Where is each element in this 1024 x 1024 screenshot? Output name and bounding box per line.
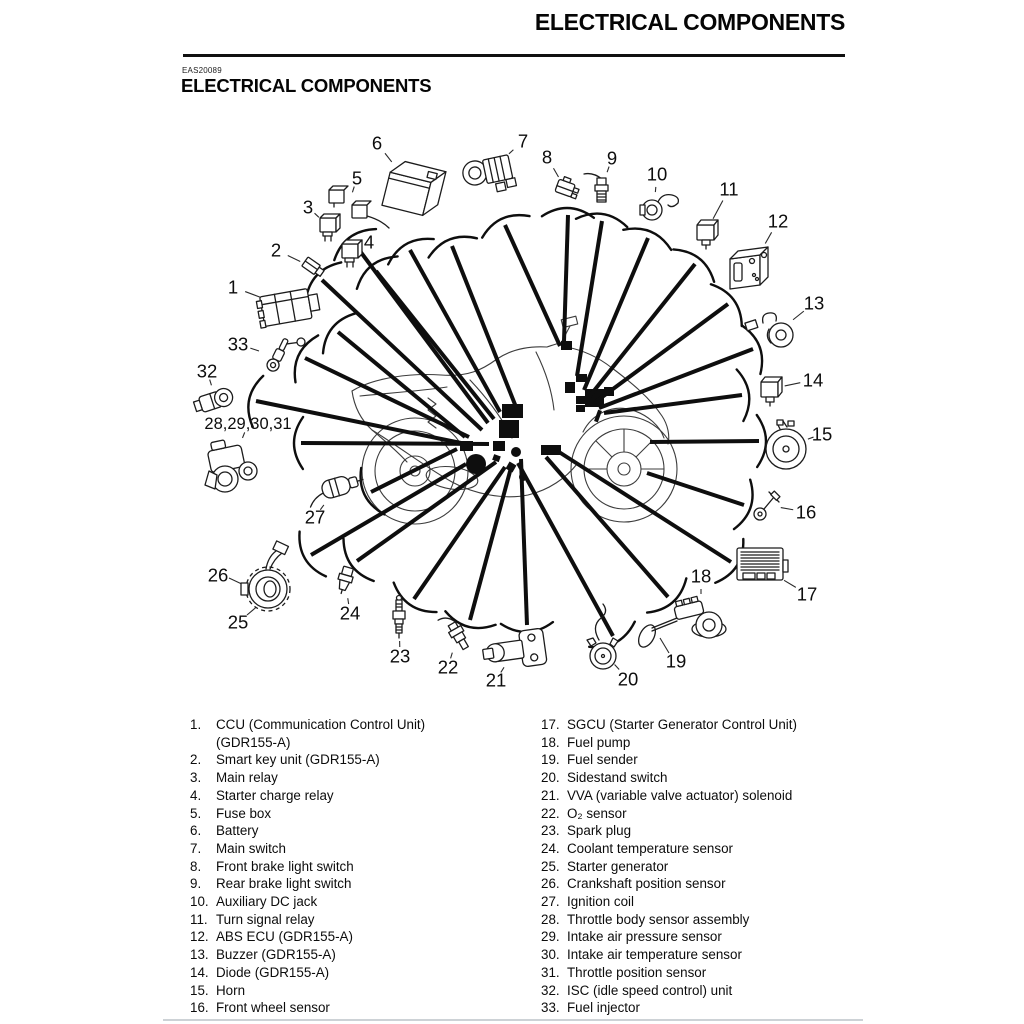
number-leader-3: [315, 213, 319, 217]
component-number-7: 7: [517, 130, 529, 152]
jack-icon: [640, 195, 678, 220]
throttlebody-icon: [205, 437, 257, 492]
legend-item: [190, 928, 425, 946]
mainswitch-icon: [461, 153, 517, 198]
legend-item-number: 23.: [541, 823, 560, 839]
legend-item-number: 7.: [190, 840, 202, 856]
component-number-13: 13: [803, 292, 825, 314]
legend-right-column: [541, 716, 797, 1017]
page-bottom-rule: [163, 1019, 863, 1021]
vva-icon: [481, 628, 547, 672]
component-number-2: 2: [270, 239, 282, 261]
legend-item-number: 4.: [190, 787, 202, 803]
number-leader-14: [785, 383, 801, 386]
legend-item-number: 28.: [541, 911, 560, 927]
component-number-26: 26: [207, 564, 229, 586]
legend-item-label: Smart key unit (GDR155-A): [216, 752, 380, 768]
legend-item-label: Fuel sender: [567, 752, 638, 768]
legend-item: [541, 999, 797, 1017]
legend-item-number: 12.: [190, 929, 209, 945]
cube-icon: [697, 220, 718, 249]
absecu-icon: [730, 247, 768, 289]
number-leader-28,29,30,31: [242, 432, 244, 438]
legend-item-label: Buzzer (GDR155-A): [216, 947, 336, 963]
wheelsensor-icon: [754, 491, 780, 520]
number-leader-33: [250, 348, 259, 351]
number-leader-12: [765, 232, 771, 243]
legend-item-label: Intake air pressure sensor: [567, 929, 722, 945]
legend-item-label: Main relay: [216, 770, 278, 786]
legend-item: [190, 787, 425, 805]
legend-item-number: 29.: [541, 929, 560, 945]
legend-item: [541, 769, 797, 787]
legend-item-number: 31.: [541, 964, 560, 980]
legend-item-number: 26.: [541, 876, 560, 892]
smartkey-icon: [302, 257, 326, 278]
battery-icon: [382, 159, 446, 219]
legend-item-number: 27.: [541, 894, 560, 910]
component-number-21: 21: [485, 669, 507, 691]
legend-item-number: 25.: [541, 858, 560, 874]
legend-item-number: 16.: [190, 1000, 209, 1016]
component-number-9: 9: [606, 147, 618, 169]
legend-item: [541, 858, 797, 876]
legend-item: [541, 928, 797, 946]
legend-item-number: 6.: [190, 823, 202, 839]
legend-item: [541, 911, 797, 929]
legend-item: [190, 822, 425, 840]
coil-icon: [305, 471, 367, 507]
legend-item-number: 1.: [190, 717, 202, 732]
component-number-6: 6: [371, 132, 383, 154]
legend-item-number: 15.: [190, 982, 209, 998]
legend-item: [541, 716, 797, 734]
legend-item-number: 2.: [190, 752, 202, 768]
number-leader-16: [781, 508, 793, 510]
number-leader-11: [713, 200, 723, 218]
legend-item: [541, 840, 797, 858]
number-leader-17: [784, 580, 796, 587]
callout-line-26: [311, 464, 466, 555]
connector-icon: [555, 175, 581, 198]
float-icon: [635, 618, 677, 650]
legend-item-number: 11.: [190, 911, 208, 927]
legend-item: [541, 946, 797, 964]
component-number-12: 12: [767, 210, 789, 232]
component-number-10: 10: [646, 163, 668, 185]
legend-item-label: Battery: [216, 823, 259, 839]
legend-item: [541, 751, 797, 769]
legend-item: [190, 911, 425, 929]
callout-line-8: [564, 215, 568, 341]
legend-item: [190, 999, 425, 1017]
legend-item: [541, 805, 797, 823]
legend-item-label: Auxiliary DC jack: [216, 894, 318, 910]
legend-item-label: Diode (GDR155-A): [216, 964, 330, 980]
component-number-5: 5: [351, 167, 363, 189]
number-leader-6: [385, 153, 392, 162]
isc-icon: [192, 386, 235, 415]
sensorplug-icon: [584, 174, 608, 202]
cube-icon: [761, 377, 782, 406]
relay-icon: [342, 240, 362, 267]
page-header-title: ELECTRICAL COMPONENTS: [534, 9, 845, 35]
callout-line-18: [546, 457, 668, 597]
sgcu-icon: [737, 548, 788, 580]
legend-item: [541, 734, 797, 752]
component-number-19: 19: [665, 650, 687, 672]
legend-item-label: VVA (variable valve actuator) solenoid: [567, 787, 793, 803]
legend-item-label: Front brake light switch: [216, 858, 354, 874]
legend-item-number: 10.: [190, 894, 209, 910]
legend-item: [541, 893, 797, 911]
legend-item-label: Fuel injector: [567, 1000, 640, 1016]
legend-item-number: 21.: [541, 787, 560, 803]
legend-item-label: Throttle position sensor: [567, 964, 707, 980]
legend-item-label: Starter charge relay: [216, 787, 334, 803]
legend-item-label: Coolant temperature sensor: [567, 840, 733, 856]
section-title: ELECTRICAL COMPONENTS: [181, 75, 432, 96]
legend-item: [541, 982, 797, 1000]
legend-item: [190, 751, 425, 769]
o2-icon: [438, 612, 472, 653]
legend-item: [190, 893, 425, 911]
legend-item-label: Turn signal relay: [216, 911, 315, 927]
legend-item: [190, 734, 425, 752]
legend-item-label: Rear brake light switch: [216, 876, 352, 892]
component-markers: [460, 341, 614, 481]
legend-item-label: Fuel pump: [567, 734, 631, 750]
ccu-module-icon: [256, 287, 321, 328]
legend-item-label: Intake air temperature sensor: [567, 947, 742, 963]
relay-icon: [320, 214, 340, 241]
legend-item: [190, 946, 425, 964]
component-number-1: 1: [227, 276, 239, 298]
legend-item-label: Starter generator: [567, 858, 669, 874]
component-number-16: 16: [795, 501, 817, 523]
legend-left-column: [190, 716, 425, 1017]
section-code: EAS20089: [182, 66, 222, 75]
legend-item-label: Fuse box: [216, 805, 272, 821]
legend-item-label: Spark plug: [567, 823, 632, 839]
legend-item-label: O₂ sensor: [567, 805, 627, 821]
coolant-icon: [334, 566, 355, 596]
legend-item-number: 14.: [190, 964, 209, 980]
legend-item: [541, 875, 797, 893]
legend-item: [541, 964, 797, 982]
component-number-15: 15: [811, 423, 833, 445]
component-number-27: 27: [304, 506, 326, 528]
component-number-22: 22: [437, 656, 459, 678]
legend-item-number: 19.: [541, 752, 560, 768]
legend-item-number: 24.: [541, 840, 560, 856]
callout-line-16: [647, 473, 744, 505]
legend-item-number: 18.: [541, 734, 560, 750]
legend-item-label: (GDR155-A): [216, 734, 291, 750]
component-number-17: 17: [796, 583, 818, 605]
number-leader-8: [553, 168, 558, 177]
stator-icon: [241, 541, 290, 611]
component-number-24: 24: [339, 602, 361, 624]
legend-item: [190, 858, 425, 876]
legend-item-label: Throttle body sensor assembly: [567, 911, 750, 927]
callout-line-33: [305, 358, 469, 437]
component-number-23: 23: [389, 645, 411, 667]
buzzer-icon: [745, 313, 793, 347]
fuelpump-icon: [673, 596, 726, 638]
legend-item: [190, 716, 425, 734]
legend-item-label: Horn: [216, 982, 246, 998]
component-number-28,29,30,31: 28,29,30,31: [204, 415, 292, 433]
callout-line-15: [650, 441, 759, 442]
component-number-4: 4: [363, 231, 375, 253]
component-number-33: 33: [227, 333, 249, 355]
callout-line-7: [505, 225, 560, 346]
legend-item: [541, 787, 797, 805]
legend-item-label: Sidestand switch: [567, 770, 668, 786]
callout-line-20: [518, 463, 613, 636]
legend-item-label: SGCU (Starter Generator Control Unit): [567, 717, 797, 732]
component-number-18: 18: [690, 565, 712, 587]
legend-item-number: 8.: [190, 858, 202, 874]
legend-item-number: 5.: [190, 805, 202, 821]
legend-item-label: ABS ECU (GDR155-A): [216, 929, 353, 945]
legend-item: [190, 769, 425, 787]
component-number-11: 11: [719, 178, 739, 200]
legend-item-number: 13.: [190, 947, 209, 963]
component-number-8: 8: [541, 146, 553, 168]
legend-item-number: 30.: [541, 947, 560, 963]
legend-item-number: 20.: [541, 770, 560, 786]
legend-item: [541, 822, 797, 840]
component-number-20: 20: [617, 668, 639, 690]
number-leader-13: [793, 311, 804, 320]
legend-item-label: CCU (Communication Control Unit): [216, 717, 426, 732]
number-leader-7: [509, 150, 513, 154]
component-number-14: 14: [802, 369, 824, 391]
legend-item-label: ISC (idle speed control) unit: [567, 982, 733, 998]
component-number-25: 25: [227, 611, 249, 633]
legend-item-label: Main switch: [216, 840, 286, 856]
legend-item: [190, 805, 425, 823]
legend-item-number: 22.: [541, 805, 560, 821]
legend-item-number: 9.: [190, 876, 202, 892]
legend-item-number: 17.: [541, 717, 560, 732]
legend-item-number: 3.: [190, 770, 202, 786]
number-leader-1: [245, 292, 261, 298]
legend-item: [190, 982, 425, 1000]
sparkplug-icon: [393, 596, 405, 639]
legend-item-label: Ignition coil: [567, 894, 634, 910]
callout-line-21: [521, 459, 527, 625]
legend-item: [190, 875, 425, 893]
component-number-3: 3: [302, 196, 314, 218]
legend-item: [190, 964, 425, 982]
legend-item: [190, 840, 425, 858]
component-number-32: 32: [196, 360, 218, 382]
horn-icon: [766, 420, 806, 469]
number-leader-2: [288, 256, 300, 262]
legend-item-label: Crankshaft position sensor: [567, 876, 726, 892]
legend-item-number: 32.: [541, 982, 560, 998]
component-icons: [192, 153, 806, 672]
legend-item-number: 33.: [541, 1000, 560, 1016]
legend-item-label: Front wheel sensor: [216, 1000, 330, 1016]
legend-item-number: [190, 734, 216, 752]
